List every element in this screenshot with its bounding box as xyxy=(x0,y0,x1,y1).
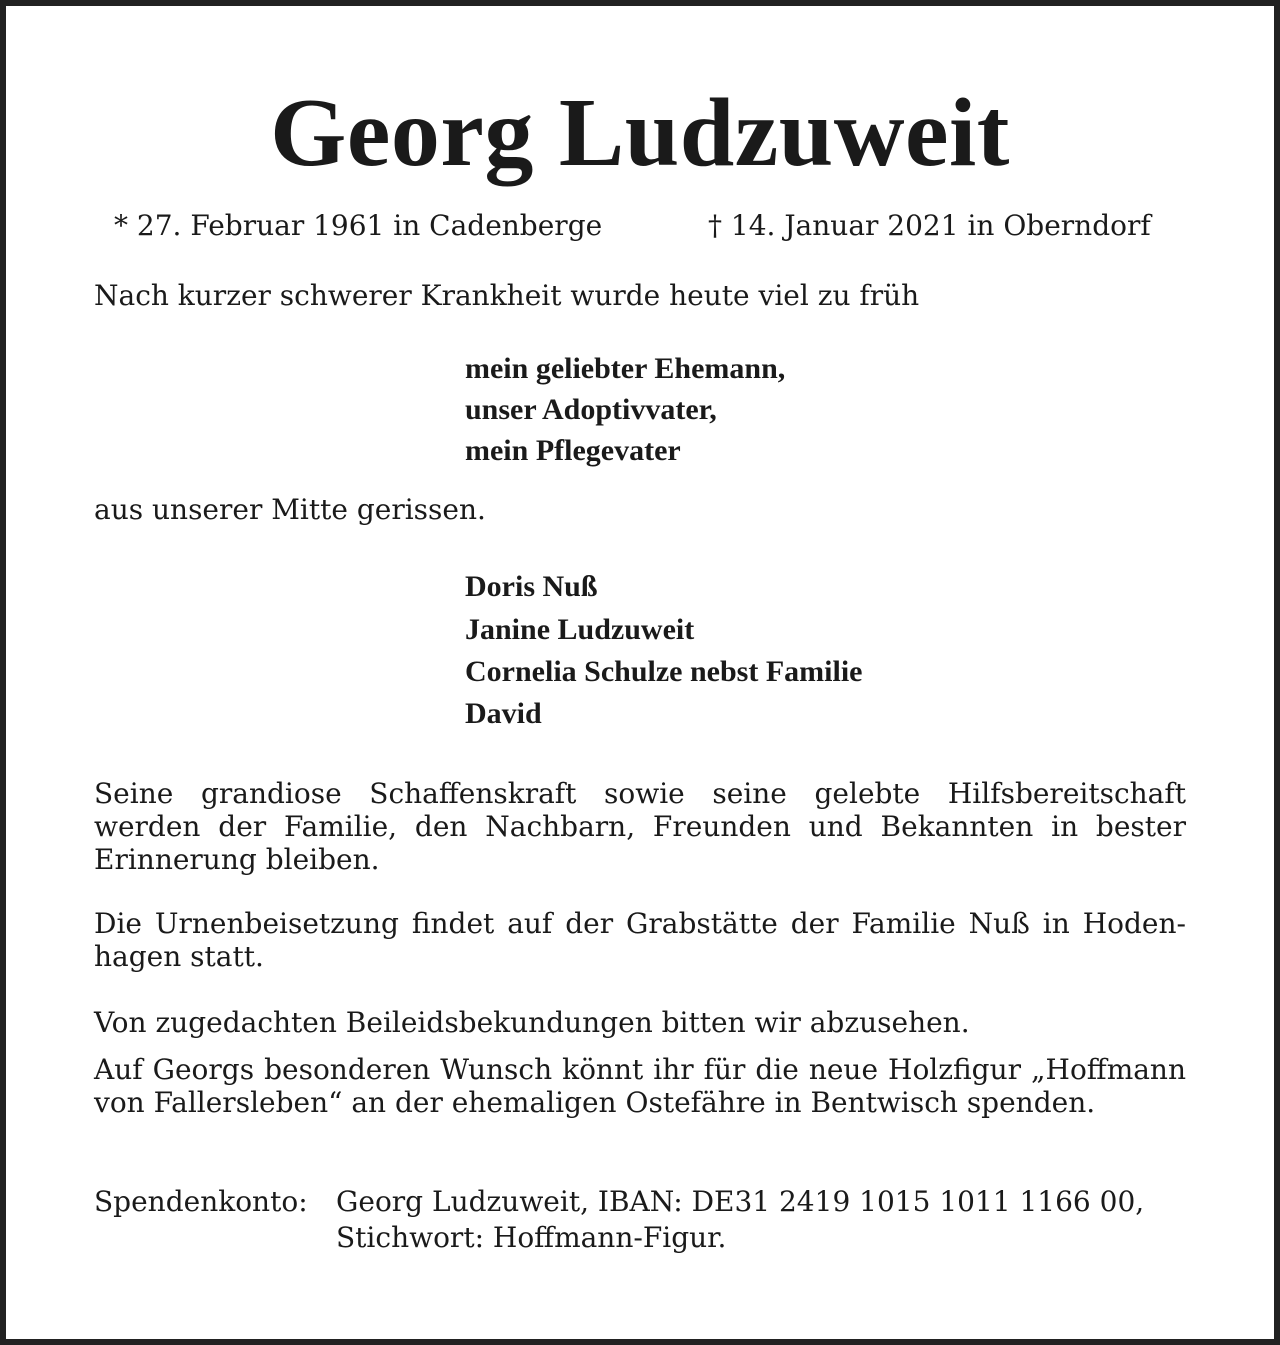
donation-keyword: Stichwort: Hoffmann-Figur. xyxy=(336,1221,727,1254)
donation-label: Spendenkonto: xyxy=(94,1185,308,1218)
mourner-name: Janine Ludzuweit xyxy=(465,613,695,646)
donation-account: Georg Ludzuweit, IBAN: DE31 2419 1015 1011 1166 00, xyxy=(336,1185,1145,1218)
birth-line: * 27. Februar 1961 in Cadenberge xyxy=(114,209,603,242)
after-roles-text: aus unserer Mitte gerissen. xyxy=(94,493,486,526)
mourner-name: Cornelia Schulze nebst Familie xyxy=(465,655,863,688)
donation-wish-paragraph: Auf Georgs besonderen Wunsch könnt ihr für die neue Holzfigur „Hoffmann von Fallersleben“ an der ehemaligen Ostefähre in Bentwisch spenden. xyxy=(94,1053,1186,1119)
role-line: mein geliebter Ehemann, xyxy=(465,352,786,385)
mourner-name: David xyxy=(465,697,542,730)
intro-text: Nach kurzer schwerer Krankheit wurde heute viel zu früh xyxy=(94,279,920,312)
role-line: mein Pflegevater xyxy=(465,434,681,467)
death-line: † 14. Januar 2021 in Oberndorf xyxy=(708,209,1151,242)
role-line: unser Adoptivvater, xyxy=(465,393,717,426)
tribute-paragraph: Seine grandiose Schaffenskraft sowie seine gelebte Hilfsbereitschaft werden der Familie, den Nachbarn, Freunden und Bekannten in bester Erinnerung bleiben. xyxy=(94,777,1186,876)
mourner-name: Doris Nuß xyxy=(465,570,598,603)
burial-paragraph: Die Urnenbeisetzung findet auf der Grabstätte der Familie Nuß in Hoden-hagen statt. xyxy=(94,907,1186,973)
deceased-name: Georg Ludzuweit xyxy=(270,79,1010,187)
condolence-paragraph: Von zugedachten Beileidsbekundungen bitten wir abzusehen. xyxy=(94,1006,970,1039)
